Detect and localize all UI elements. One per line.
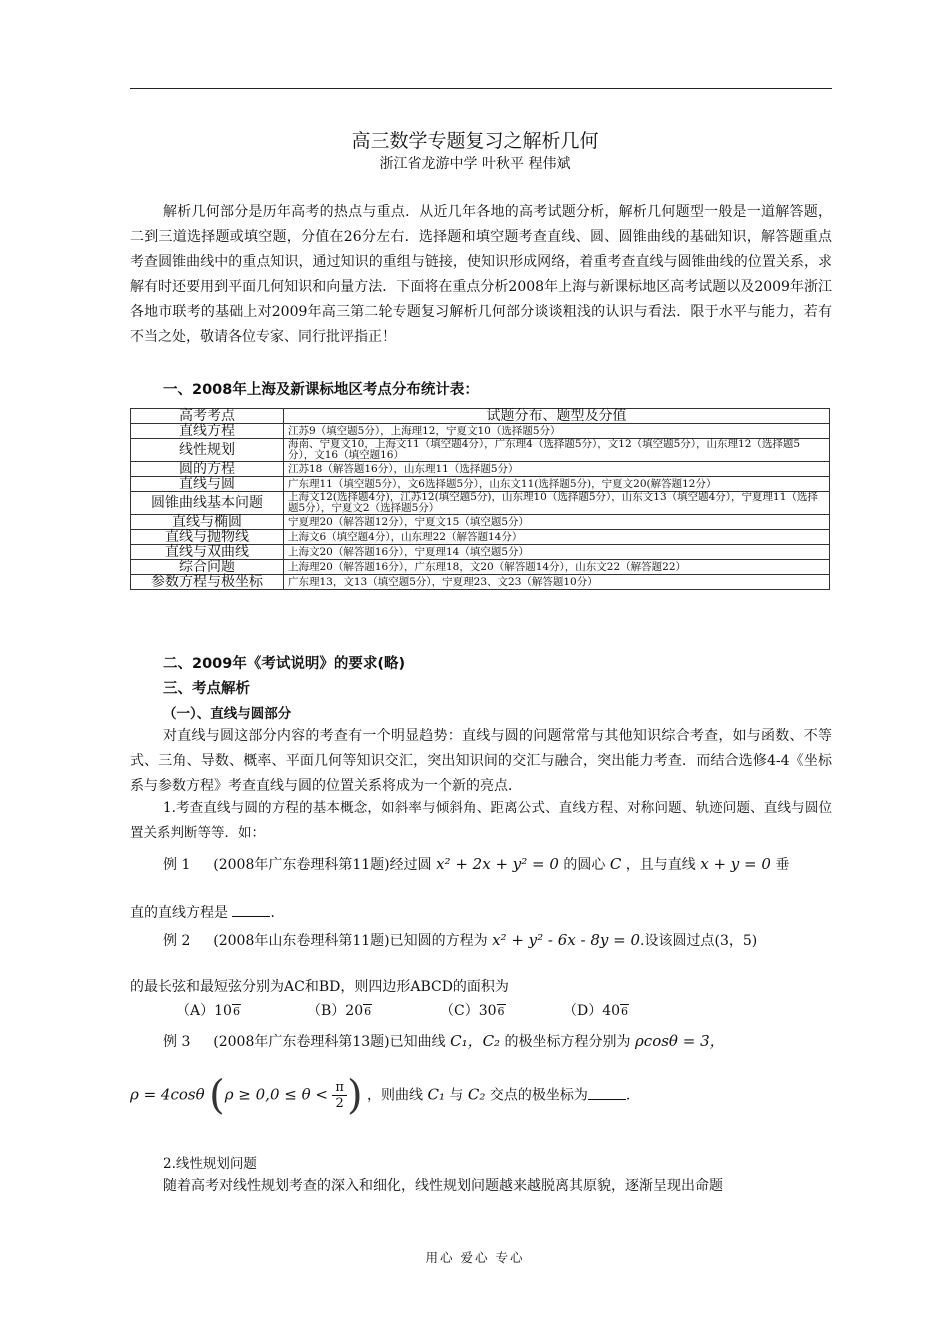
table-cell-detail: 广东理13，文13（填空题5分），宁夏理23、文23（解答题10分） <box>284 575 830 590</box>
table-row <box>131 530 830 545</box>
table-row <box>131 477 830 492</box>
example3-condition: ρ ≥ 0,0 ≤ θ < <box>224 1085 328 1104</box>
option-b-label: （B）20 <box>307 1003 364 1019</box>
table-row <box>131 439 830 462</box>
sub1-heading: （一）、直线与圆部分 <box>163 706 292 722</box>
example3-mid: 的极坐标方程分别为 <box>504 1034 631 1050</box>
example1-circle-equation: x² + 2x + y² = 0 <box>436 855 559 873</box>
option-c <box>440 1000 506 1020</box>
example3-cont <box>130 1072 640 1119</box>
example3-source: (2008年广东卷理科第13题)已知曲线 <box>213 1034 446 1050</box>
answer-blank <box>588 1087 626 1100</box>
table-cell-topic: 直线与圆 <box>131 477 284 492</box>
section3-heading: 三、考点解析 <box>163 681 250 697</box>
table-cell-topic: 参数方程与极坐标 <box>131 575 284 590</box>
frac-numerator: π <box>332 1080 347 1096</box>
table-cell-topic: 直线与抛物线 <box>131 530 284 545</box>
example3-period: ． <box>625 1087 640 1104</box>
item2-paragraph: 随着高考对线性规划考查的深入和细化，线性规划问题越来越脱离其原貌，逐渐呈现出命题 <box>163 1178 723 1194</box>
example1-line-equation: x + y = 0 <box>700 855 771 873</box>
left-paren: ( <box>209 1072 225 1119</box>
option-b <box>307 1000 372 1020</box>
table-header-row <box>131 409 830 424</box>
example3-curves: C₁，C₂ <box>450 1032 501 1050</box>
example3-end: 交点的极坐标为 <box>489 1087 588 1104</box>
table-cell-detail: 上海文20（解答题16分），宁夏理14（填空题5分） <box>284 545 830 560</box>
table-cell-detail: 海南、宁夏文10，上海文11（填空题4分），广东理4（选择题5分），文12（填空题5分），山东理12（选择题5分），文16（填空题16） <box>284 439 830 462</box>
example1-cont-text: 直的直线方程是 <box>130 905 228 921</box>
example2-label: 例 2 <box>163 933 191 949</box>
table-header-topic: 高考考点 <box>131 409 284 424</box>
option-a-label: （A）10 <box>176 1003 232 1019</box>
sub1-paragraph: 对直线与圆这部分内容的考查有一个明显趋势：直线与圆的问题常常与其他知识综合考查，如与函数、不等式、三角、导数、概率、平面几何等知识交汇，突出知识间的交汇与融合，突出能力考查．而结合选修4-4《坐标系与参数方程》考查直线与圆的位置关系将成为一个新的亮点． <box>130 728 832 794</box>
table-cell-detail: 上海理20（解答题16分），广东理18，文20（解答题14分），山东文22（解答题22） <box>284 560 830 575</box>
answer-blank <box>232 904 270 917</box>
page-footer: 用心 爱心 专心 <box>425 1250 525 1265</box>
table-header-detail: 试题分布、题型及分值 <box>284 409 830 424</box>
table-row <box>131 560 830 575</box>
page-title: 高三数学专题复习之解析几何 <box>351 130 599 152</box>
right-paren: ) <box>346 1072 363 1119</box>
table-cell-topic: 直线与双曲线 <box>131 545 284 560</box>
example1-mid2: ，且与直线 <box>625 857 696 873</box>
table-row <box>131 462 830 477</box>
example3-line <box>163 1030 725 1051</box>
example3-eq1: ρcosθ = 3， <box>634 1032 725 1050</box>
example3-c1: C₁ <box>427 1085 445 1104</box>
table-row <box>131 424 830 439</box>
example1-line <box>163 854 789 874</box>
table-cell-detail: 江苏9（填空题5分），上海理12，宁夏文10（选择题5分） <box>284 424 830 439</box>
table-cell-detail: 宁夏理20（解答题12分），宁夏文15（填空题5分） <box>284 515 830 530</box>
example2-line <box>163 930 757 950</box>
item1-paragraph: 1.考查直线与圆的方程的基本概念，如斜率与倾斜角、距离公式、直线方程、对称问题、轨迹问题、直线与圆位置关系判断等等．如： <box>130 800 832 841</box>
example2-cont: 的最长弦和最短弦分别为AC和BD，则四边形ABCD的面积为 <box>130 979 509 995</box>
table-row <box>131 492 830 515</box>
table-cell-topic: 圆的方程 <box>131 462 284 477</box>
author-line: 浙江省龙游中学 叶秋平 程伟斌 <box>379 156 571 172</box>
option-c-label: （C）30 <box>440 1003 497 1019</box>
example3-c2: C₂ <box>467 1085 486 1104</box>
example1-end: 垂 <box>775 857 790 873</box>
table-row <box>131 575 830 590</box>
example1-cont <box>130 902 284 922</box>
example1-period: ． <box>270 905 285 921</box>
table-cell-detail: 江苏18（解答题16分），山东理11（选择题5分） <box>284 462 830 477</box>
table-cell-topic: 圆锥曲线基本问题 <box>131 492 284 515</box>
radical-6: 6 <box>364 1005 372 1018</box>
example1-label: 例 1 <box>163 857 191 873</box>
example3-and: 与 <box>449 1087 464 1104</box>
example1-mid: 的圆心 <box>563 857 606 873</box>
table-row <box>131 515 830 530</box>
pi-over-2-fraction <box>332 1080 347 1111</box>
example2-end: .设该圆过点(3，5) <box>640 933 758 949</box>
example1-point: C <box>609 855 622 873</box>
example1-source: (2008年广东卷理科第11题)经过圆 <box>213 857 432 873</box>
section1-heading: 一、2008年上海及新课标地区考点分布统计表： <box>163 382 479 398</box>
radical-6: 6 <box>232 1005 240 1018</box>
option-a <box>176 1000 241 1020</box>
table-cell-topic: 直线与椭圆 <box>131 515 284 530</box>
example2-equation: x² + y² - 6x - 8y = 0 <box>492 931 641 949</box>
radical-6: 6 <box>497 1005 505 1018</box>
table-cell-detail: 上海文6（填空题4分），山东理22（解答题14分） <box>284 530 830 545</box>
frac-denominator: 2 <box>335 1096 344 1111</box>
radical-6: 6 <box>621 1005 629 1018</box>
example3-eq2: ρ = 4cosθ <box>130 1085 205 1104</box>
header-rule <box>130 88 832 89</box>
distribution-table <box>130 408 830 590</box>
table-cell-topic: 线性规划 <box>131 439 284 462</box>
example3-label: 例 3 <box>163 1034 191 1050</box>
intro-paragraph: 解析几何部分是历年高考的热点与重点．从近几年各地的高考试题分析，解析几何题型一般是一道解答题，二到三道选择题或填空题，分值在26分左右．选择题和填空题考查直线、圆、圆锥曲线的基础知识，解答题重点考查圆锥曲线中的重点知识，通过知识的重组与链接，使知识形成网络，着重考查直线与圆锥曲线的位置关系，求解有时还要用到平面几何知识和向量方法．下面将在重点分析2008年上海与新课标地区高考试题以及2009年浙江各地市联考的基础上对2009年高三第二轮专题复习解析几何部分谈谈粗浅的认识与看法．限于水平与能力，若有不当之处，敬请各位专家、同行批评指正！ <box>130 204 832 345</box>
example3-mid2: ，则曲线 <box>367 1087 424 1104</box>
option-d <box>563 1000 629 1020</box>
example2-source: (2008年山东卷理科第11题)已知圆的方程为 <box>213 933 488 949</box>
item2-heading: 2.线性规划问题 <box>163 1156 257 1172</box>
table-cell-topic: 直线方程 <box>131 424 284 439</box>
section2-heading: 二、2009年《考试说明》的要求(略) <box>163 656 406 672</box>
table-cell-topic: 综合问题 <box>131 560 284 575</box>
option-d-label: （D）40 <box>563 1003 621 1019</box>
table-cell-detail: 上海文12(选择题4分)，江苏12(填空题5分)，山东理10（选择题5分），山东文13（填空题4分），宁夏理11（选择题5分），宁夏文2（选择题5分） <box>284 492 830 515</box>
table-row <box>131 545 830 560</box>
table-cell-detail: 广东理11（填空题5分），文6选择题5分），山东文11(选择题5分)，宁夏文20(解答题12分） <box>284 477 830 492</box>
